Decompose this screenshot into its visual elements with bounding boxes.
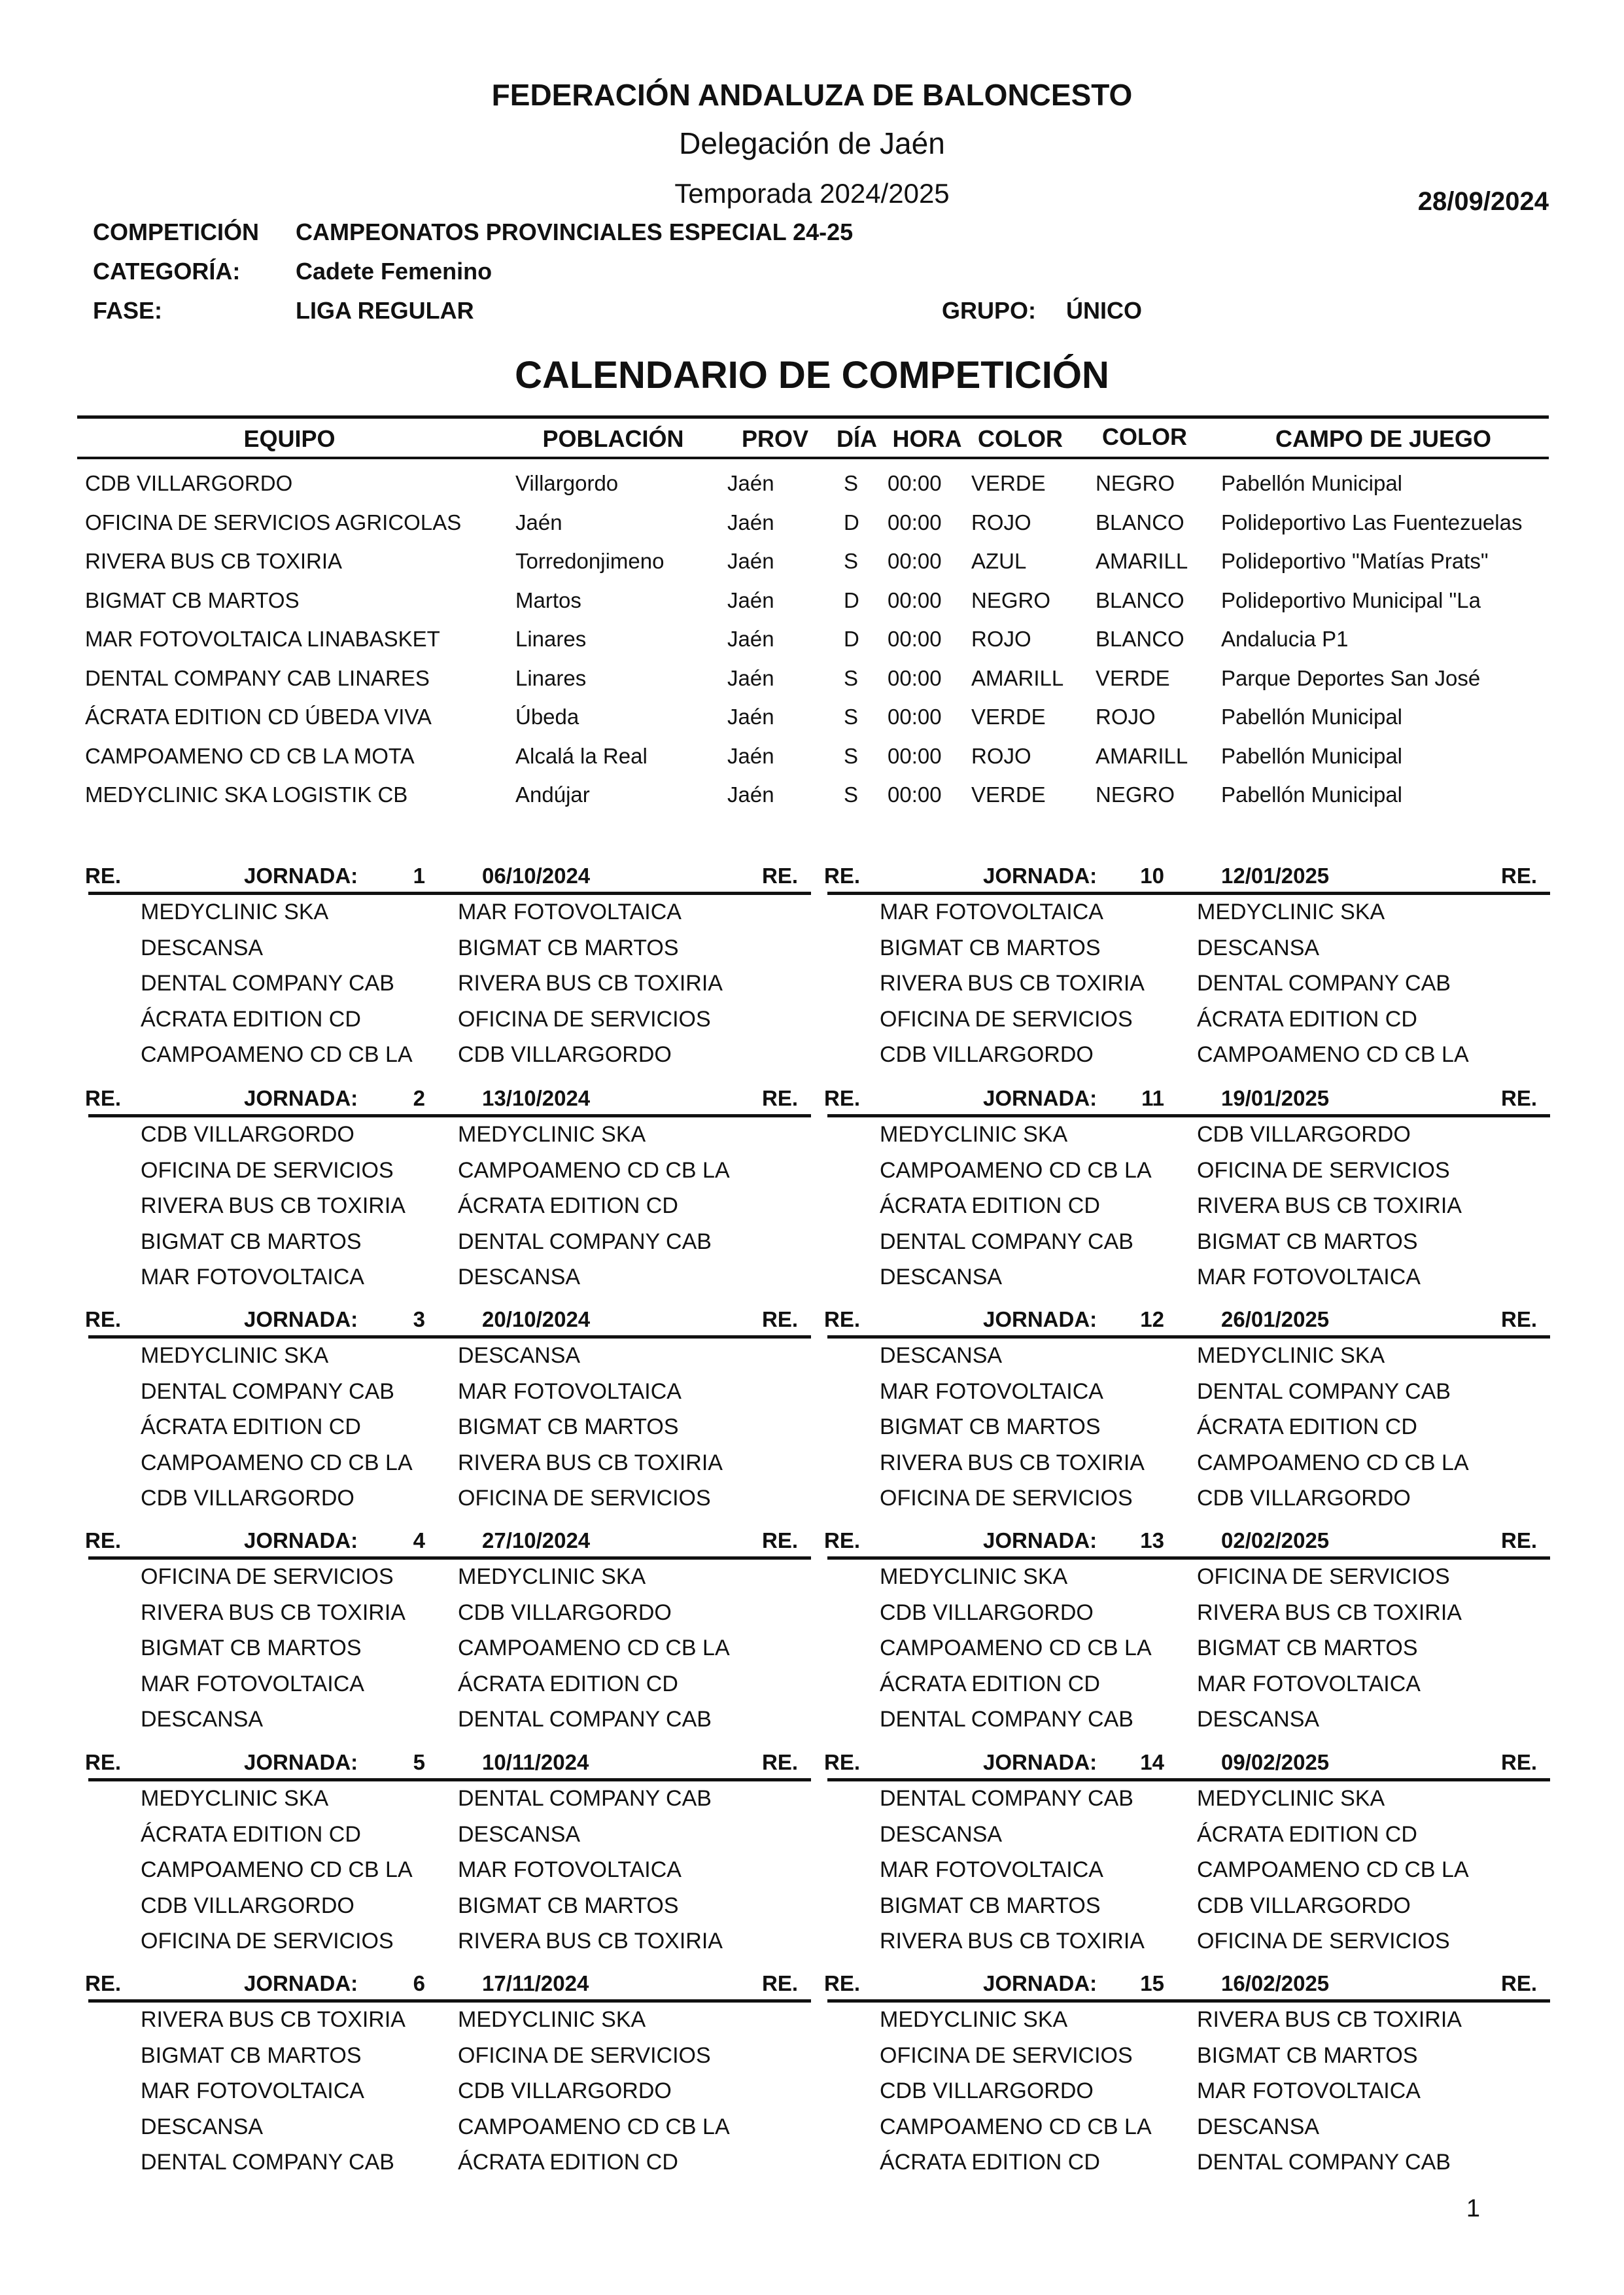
jornada-label: JORNADA: xyxy=(983,1750,1097,1774)
team-cell-prov: Jaén xyxy=(727,743,774,768)
table-header-rule xyxy=(77,457,1549,459)
team-cell-color-1: ROJO xyxy=(971,627,1031,651)
home-team: ÁCRATA EDITION CD xyxy=(880,1193,1100,1218)
jornada-date: 26/01/2025 xyxy=(1221,1307,1330,1331)
home-team: MEDYCLINIC SKA xyxy=(141,900,329,924)
away-team: CDB VILLARGORDO xyxy=(458,1600,672,1625)
away-team: CAMPOAMENO CD CB LA xyxy=(1197,1450,1469,1475)
home-team: RIVERA BUS CB TOXIRIA xyxy=(880,1929,1145,1953)
jornada-number: 12 xyxy=(1140,1307,1164,1331)
jornada-date: 12/01/2025 xyxy=(1221,864,1330,888)
away-team: DESCANSA xyxy=(1197,1707,1320,1732)
team-cell-color-2: AMARILL xyxy=(1096,549,1188,573)
jornada-rule xyxy=(827,1114,1550,1117)
home-team: CAMPOAMENO CD CB LA xyxy=(141,1042,413,1067)
away-team: MEDYCLINIC SKA xyxy=(1197,1343,1385,1368)
team-cell-prov: Jaén xyxy=(727,471,774,495)
re-label-left: RE. xyxy=(824,864,861,888)
home-team: CDB VILLARGORDO xyxy=(141,1893,354,1918)
team-cell-dia: D xyxy=(844,627,859,651)
team-cell-color-2: BLANCO xyxy=(1096,587,1184,612)
home-team: MAR FOTOVOLTAICA xyxy=(141,2078,364,2103)
jornada-number: 11 xyxy=(1141,1086,1164,1110)
jornada-rule xyxy=(827,1778,1550,1781)
away-team: DESCANSA xyxy=(458,1821,581,1847)
team-cell-equipo: RIVERA BUS CB TOXIRIA xyxy=(85,549,343,573)
away-team: BIGMAT CB MARTOS xyxy=(458,1414,679,1439)
re-label-right: RE. xyxy=(1501,1528,1538,1552)
away-team: MAR FOTOVOLTAICA xyxy=(458,900,682,924)
categoria-value: Cadete Femenino xyxy=(296,258,492,285)
jornada-label: JORNADA: xyxy=(983,1971,1097,1995)
jornada-date: 02/02/2025 xyxy=(1221,1528,1330,1552)
away-team: MAR FOTOVOLTAICA xyxy=(1197,2078,1421,2103)
jornada-date: 06/10/2024 xyxy=(482,864,591,888)
header-color-2: COLOR xyxy=(1102,423,1187,450)
jornada-label: JORNADA: xyxy=(983,864,1097,888)
team-cell-equipo: OFICINA DE SERVICIOS AGRICOLAS xyxy=(85,510,462,534)
team-cell-color-2: BLANCO xyxy=(1096,627,1184,651)
re-label-left: RE. xyxy=(85,1307,122,1331)
header-dia: DÍA xyxy=(837,425,877,452)
team-cell-dia: S xyxy=(844,705,859,729)
team-cell-color-1: ROJO xyxy=(971,510,1031,534)
away-team: CAMPOAMENO CD CB LA xyxy=(458,2114,730,2139)
team-cell-dia: S xyxy=(844,782,859,807)
away-team: RIVERA BUS CB TOXIRIA xyxy=(458,1450,723,1475)
team-cell-color-1: VERDE xyxy=(971,471,1046,495)
team-cell-dia: S xyxy=(844,743,859,768)
home-team: ÁCRATA EDITION CD xyxy=(141,1414,361,1439)
home-team: RIVERA BUS CB TOXIRIA xyxy=(141,2007,406,2032)
away-team: MEDYCLINIC SKA xyxy=(1197,900,1385,924)
home-team: ÁCRATA EDITION CD xyxy=(141,1821,361,1847)
home-team: DENTAL COMPANY CAB xyxy=(880,1786,1133,1811)
team-cell-color-1: VERDE xyxy=(971,782,1046,807)
home-team: DENTAL COMPANY CAB xyxy=(880,1707,1133,1732)
away-team: DESCANSA xyxy=(1197,2114,1320,2139)
team-cell-campo: Polideportivo Las Fuentezuelas xyxy=(1221,510,1523,534)
away-team: BIGMAT CB MARTOS xyxy=(1197,2042,1418,2068)
re-label-left: RE. xyxy=(824,1750,861,1774)
away-team: CAMPOAMENO CD CB LA xyxy=(458,1636,730,1660)
home-team: CAMPOAMENO CD CB LA xyxy=(880,1636,1152,1660)
re-label-left: RE. xyxy=(824,1307,861,1331)
team-cell-color-1: VERDE xyxy=(971,705,1046,729)
re-label-right: RE. xyxy=(1501,1750,1538,1774)
team-cell-equipo: CDB VILLARGORDO xyxy=(85,471,293,495)
home-team: ÁCRATA EDITION CD xyxy=(880,2150,1100,2175)
home-team: OFICINA DE SERVICIOS xyxy=(141,1929,394,1953)
team-cell-equipo: ÁCRATA EDITION CD ÚBEDA VIVA xyxy=(85,705,432,729)
team-cell-color-1: ROJO xyxy=(971,743,1031,768)
jornada-number: 3 xyxy=(413,1307,425,1331)
home-team: DESCANSA xyxy=(880,1265,1003,1289)
jornada-date: 20/10/2024 xyxy=(482,1307,591,1331)
home-team: MEDYCLINIC SKA xyxy=(141,1786,329,1811)
jornada-date: 10/11/2024 xyxy=(482,1750,589,1774)
home-team: MEDYCLINIC SKA xyxy=(880,1122,1068,1147)
re-label-left: RE. xyxy=(85,1971,122,1995)
away-team: CDB VILLARGORDO xyxy=(458,2078,672,2103)
header-prov: PROV xyxy=(741,425,809,452)
header-hora: HORA xyxy=(892,425,962,452)
away-team: CAMPOAMENO CD CB LA xyxy=(1197,1857,1469,1882)
jornada-number: 1 xyxy=(413,864,425,888)
team-cell-hora: 00:00 xyxy=(888,705,942,729)
away-team: RIVERA BUS CB TOXIRIA xyxy=(1197,1600,1462,1625)
team-cell-color-1: AMARILL xyxy=(971,665,1064,690)
header-poblacion: POBLACIÓN xyxy=(542,425,684,452)
jornada-date: 09/02/2025 xyxy=(1221,1750,1330,1774)
re-label-left: RE. xyxy=(85,1528,122,1552)
jornada-rule xyxy=(827,1335,1550,1339)
away-team: CDB VILLARGORDO xyxy=(1197,1893,1411,1918)
home-team: MAR FOTOVOLTAICA xyxy=(141,1265,364,1289)
away-team: CDB VILLARGORDO xyxy=(1197,1122,1411,1147)
delegation-subtitle: Delegación de Jaén xyxy=(679,126,945,160)
team-cell-color-2: ROJO xyxy=(1096,705,1156,729)
team-cell-hora: 00:00 xyxy=(888,587,942,612)
away-team: DENTAL COMPANY CAB xyxy=(458,1229,712,1254)
home-team: CAMPOAMENO CD CB LA xyxy=(880,1157,1152,1183)
jornada-label: JORNADA: xyxy=(244,1528,358,1552)
away-team: MEDYCLINIC SKA xyxy=(1197,1786,1385,1811)
home-team: CAMPOAMENO CD CB LA xyxy=(141,1857,413,1882)
re-label-right: RE. xyxy=(762,1307,799,1331)
away-team: ÁCRATA EDITION CD xyxy=(458,1671,678,1696)
team-cell-prov: Jaén xyxy=(727,665,774,690)
team-cell-color-2: VERDE xyxy=(1096,665,1170,690)
home-team: RIVERA BUS CB TOXIRIA xyxy=(141,1193,406,1218)
home-team: MAR FOTOVOLTAICA xyxy=(880,1378,1103,1404)
away-team: RIVERA BUS CB TOXIRIA xyxy=(1197,2007,1462,2032)
home-team: BIGMAT CB MARTOS xyxy=(141,2042,362,2068)
team-cell-equipo: BIGMAT CB MARTOS xyxy=(85,587,300,612)
team-cell-prov: Jaén xyxy=(727,705,774,729)
re-label-left: RE. xyxy=(85,864,122,888)
away-team: RIVERA BUS CB TOXIRIA xyxy=(458,1929,723,1953)
jornada-rule xyxy=(827,892,1550,895)
home-team: OFICINA DE SERVICIOS xyxy=(880,2042,1133,2068)
competicion-value: CAMPEONATOS PROVINCIALES ESPECIAL 24-25 xyxy=(296,219,854,245)
team-cell-campo: Pabellón Municipal xyxy=(1221,743,1403,768)
team-cell-poblacion: Villargordo xyxy=(515,471,619,495)
jornada-label: JORNADA: xyxy=(983,1086,1097,1110)
jornada-number: 6 xyxy=(413,1971,425,1995)
team-cell-prov: Jaén xyxy=(727,549,774,573)
home-team: BIGMAT CB MARTOS xyxy=(141,1636,362,1660)
away-team: MEDYCLINIC SKA xyxy=(458,1122,646,1147)
header-campo: CAMPO DE JUEGO xyxy=(1275,425,1492,452)
categoria-label: CATEGORÍA: xyxy=(93,258,241,285)
team-cell-poblacion: Andújar xyxy=(515,782,590,807)
team-cell-color-2: NEGRO xyxy=(1096,782,1175,807)
team-cell-hora: 00:00 xyxy=(888,549,942,573)
home-team: DESCANSA xyxy=(880,1343,1003,1368)
team-cell-equipo: MEDYCLINIC SKA LOGISTIK CB xyxy=(85,782,408,807)
jornada-number: 14 xyxy=(1140,1750,1164,1774)
team-cell-campo: Pabellón Municipal xyxy=(1221,471,1403,495)
away-team: CAMPOAMENO CD CB LA xyxy=(458,1157,730,1183)
home-team: MAR FOTOVOLTAICA xyxy=(880,900,1103,924)
federation-title: FEDERACIÓN ANDALUZA DE BALONCESTO xyxy=(491,78,1133,112)
home-team: BIGMAT CB MARTOS xyxy=(880,1893,1101,1918)
home-team: CDB VILLARGORDO xyxy=(880,1600,1094,1625)
team-cell-hora: 00:00 xyxy=(888,510,942,534)
home-team: DENTAL COMPANY CAB xyxy=(141,971,394,996)
home-team: DESCANSA xyxy=(141,935,264,960)
away-team: BIGMAT CB MARTOS xyxy=(458,935,679,960)
team-cell-prov: Jaén xyxy=(727,627,774,651)
header-color-1: COLOR xyxy=(978,425,1063,452)
away-team: ÁCRATA EDITION CD xyxy=(458,2150,678,2175)
jornada-label: JORNADA: xyxy=(983,1307,1097,1331)
season-label: Temporada 2024/2025 xyxy=(674,178,950,209)
home-team: DENTAL COMPANY CAB xyxy=(880,1229,1133,1254)
re-label-left: RE. xyxy=(824,1528,861,1552)
jornada-label: JORNADA: xyxy=(244,1750,358,1774)
page-number: 1 xyxy=(1466,2195,1480,2222)
re-label-right: RE. xyxy=(762,1750,799,1774)
re-label-left: RE. xyxy=(824,1086,861,1110)
home-team: CDB VILLARGORDO xyxy=(880,1042,1094,1067)
re-label-left: RE. xyxy=(824,1971,861,1995)
team-cell-dia: D xyxy=(844,587,859,612)
jornada-rule xyxy=(88,892,811,895)
home-team: CAMPOAMENO CD CB LA xyxy=(880,2114,1152,2139)
away-team: DESCANSA xyxy=(458,1265,581,1289)
re-label-right: RE. xyxy=(1501,1971,1538,1995)
team-cell-color-1: NEGRO xyxy=(971,587,1051,612)
home-team: CDB VILLARGORDO xyxy=(880,2078,1094,2103)
jornada-label: JORNADA: xyxy=(244,1086,358,1110)
jornada-number: 10 xyxy=(1140,864,1164,888)
team-cell-hora: 00:00 xyxy=(888,665,942,690)
document-date: 28/09/2024 xyxy=(1417,187,1549,216)
team-cell-poblacion: Martos xyxy=(515,587,581,612)
away-team: MAR FOTOVOLTAICA xyxy=(458,1857,682,1882)
jornada-rule xyxy=(88,1556,811,1560)
team-cell-campo: Pabellón Municipal xyxy=(1221,705,1403,729)
team-cell-hora: 00:00 xyxy=(888,627,942,651)
home-team: MEDYCLINIC SKA xyxy=(880,2007,1068,2032)
fase-label: FASE: xyxy=(93,297,163,324)
team-cell-campo: Andalucia P1 xyxy=(1221,627,1349,651)
away-team: OFICINA DE SERVICIOS xyxy=(1197,1564,1450,1589)
away-team: OFICINA DE SERVICIOS xyxy=(458,1486,711,1511)
away-team: RIVERA BUS CB TOXIRIA xyxy=(1197,1193,1462,1218)
home-team: MEDYCLINIC SKA xyxy=(880,1564,1068,1589)
team-cell-poblacion: Linares xyxy=(515,665,587,690)
jornada-number: 15 xyxy=(1140,1971,1164,1995)
jornada-number: 4 xyxy=(413,1528,425,1552)
jornada-date: 17/11/2024 xyxy=(482,1971,589,1995)
team-cell-hora: 00:00 xyxy=(888,471,942,495)
team-cell-equipo: CAMPOAMENO CD CB LA MOTA xyxy=(85,743,415,768)
home-team: ÁCRATA EDITION CD xyxy=(141,1006,361,1032)
away-team: BIGMAT CB MARTOS xyxy=(1197,1229,1418,1254)
team-cell-prov: Jaén xyxy=(727,587,774,612)
team-cell-poblacion: Linares xyxy=(515,627,587,651)
home-team: ÁCRATA EDITION CD xyxy=(880,1671,1100,1696)
jornada-rule xyxy=(827,1556,1550,1560)
away-team: MAR FOTOVOLTAICA xyxy=(1197,1671,1421,1696)
team-cell-dia: S xyxy=(844,665,859,690)
away-team: ÁCRATA EDITION CD xyxy=(1197,1006,1417,1032)
competicion-label: COMPETICIÓN xyxy=(93,219,260,245)
away-team: MEDYCLINIC SKA xyxy=(458,1564,646,1589)
home-team: MAR FOTOVOLTAICA xyxy=(141,1671,364,1696)
re-label-right: RE. xyxy=(1501,864,1538,888)
jornada-rule xyxy=(88,1778,811,1781)
home-team: BIGMAT CB MARTOS xyxy=(880,935,1101,960)
jornada-label: JORNADA: xyxy=(983,1528,1097,1552)
home-team: CDB VILLARGORDO xyxy=(141,1486,354,1511)
jornada-label: JORNADA: xyxy=(244,864,358,888)
away-team: CDB VILLARGORDO xyxy=(1197,1486,1411,1511)
home-team: DENTAL COMPANY CAB xyxy=(141,2150,394,2175)
re-label-right: RE. xyxy=(1501,1086,1538,1110)
jornada-number: 5 xyxy=(413,1750,425,1774)
home-team: BIGMAT CB MARTOS xyxy=(141,1229,362,1254)
jornada-number: 13 xyxy=(1140,1528,1164,1552)
team-cell-dia: S xyxy=(844,549,859,573)
jornada-date: 13/10/2024 xyxy=(482,1086,591,1110)
re-label-right: RE. xyxy=(1501,1307,1538,1331)
away-team: MEDYCLINIC SKA xyxy=(458,2007,646,2032)
team-cell-color-2: BLANCO xyxy=(1096,510,1184,534)
team-cell-color-1: AZUL xyxy=(971,549,1027,573)
home-team: DENTAL COMPANY CAB xyxy=(141,1378,394,1404)
jornada-date: 19/01/2025 xyxy=(1221,1086,1330,1110)
team-cell-poblacion: Torredonjimeno xyxy=(515,549,665,573)
jornada-date: 27/10/2024 xyxy=(482,1528,591,1552)
team-cell-campo: Polideportivo Municipal "La xyxy=(1221,587,1481,612)
team-cell-campo: Pabellón Municipal xyxy=(1221,782,1403,807)
header-equipo: EQUIPO xyxy=(243,425,336,452)
re-label-right: RE. xyxy=(762,1528,799,1552)
home-team: OFICINA DE SERVICIOS xyxy=(141,1157,394,1183)
team-cell-campo: Polideportivo "Matías Prats" xyxy=(1221,549,1489,573)
home-team: OFICINA DE SERVICIOS xyxy=(880,1006,1133,1032)
away-team: BIGMAT CB MARTOS xyxy=(1197,1636,1418,1660)
home-team: BIGMAT CB MARTOS xyxy=(880,1414,1101,1439)
team-cell-color-2: NEGRO xyxy=(1096,471,1175,495)
away-team: CAMPOAMENO CD CB LA xyxy=(1197,1042,1469,1067)
home-team: DESCANSA xyxy=(141,1707,264,1732)
home-team: RIVERA BUS CB TOXIRIA xyxy=(880,1450,1145,1475)
away-team: DENTAL COMPANY CAB xyxy=(1197,971,1451,996)
away-team: MAR FOTOVOLTAICA xyxy=(458,1378,682,1404)
away-team: ÁCRATA EDITION CD xyxy=(458,1193,678,1218)
away-team: OFICINA DE SERVICIOS xyxy=(458,1006,711,1032)
team-cell-poblacion: Úbeda xyxy=(515,705,579,729)
away-team: CDB VILLARGORDO xyxy=(458,1042,672,1067)
jornada-label: JORNADA: xyxy=(244,1971,358,1995)
away-team: DENTAL COMPANY CAB xyxy=(1197,2150,1451,2175)
re-label-left: RE. xyxy=(85,1750,122,1774)
re-label-right: RE. xyxy=(762,1086,799,1110)
away-team: ÁCRATA EDITION CD xyxy=(1197,1821,1417,1847)
team-cell-prov: Jaén xyxy=(727,782,774,807)
team-cell-prov: Jaén xyxy=(727,510,774,534)
re-label-right: RE. xyxy=(762,864,799,888)
home-team: MEDYCLINIC SKA xyxy=(141,1343,329,1368)
jornada-date: 16/02/2025 xyxy=(1221,1971,1330,1995)
jornada-rule xyxy=(88,1114,811,1117)
jornada-rule xyxy=(827,1999,1550,2003)
home-team: RIVERA BUS CB TOXIRIA xyxy=(141,1600,406,1625)
table-top-rule xyxy=(77,415,1549,419)
team-cell-equipo: DENTAL COMPANY CAB LINARES xyxy=(85,665,430,690)
calendar-title: CALENDARIO DE COMPETICIÓN xyxy=(515,354,1109,396)
away-team: OFICINA DE SERVICIOS xyxy=(1197,1157,1450,1183)
away-team: OFICINA DE SERVICIOS xyxy=(1197,1929,1450,1953)
home-team: CDB VILLARGORDO xyxy=(141,1122,354,1147)
team-cell-hora: 00:00 xyxy=(888,743,942,768)
away-team: BIGMAT CB MARTOS xyxy=(458,1893,679,1918)
team-cell-poblacion: Alcalá la Real xyxy=(515,743,648,768)
re-label-left: RE. xyxy=(85,1086,122,1110)
home-team: DESCANSA xyxy=(141,2114,264,2139)
away-team: DENTAL COMPANY CAB xyxy=(1197,1378,1451,1404)
home-team: OFICINA DE SERVICIOS xyxy=(141,1564,394,1589)
home-team: DESCANSA xyxy=(880,1821,1003,1847)
team-cell-equipo: MAR FOTOVOLTAICA LINABASKET xyxy=(85,627,440,651)
home-team: CAMPOAMENO CD CB LA xyxy=(141,1450,413,1475)
jornada-rule xyxy=(88,1999,811,2003)
fase-value: LIGA REGULAR xyxy=(296,297,474,324)
re-label-right: RE. xyxy=(762,1971,799,1995)
grupo-value: ÚNICO xyxy=(1066,297,1142,324)
away-team: OFICINA DE SERVICIOS xyxy=(458,2042,711,2068)
away-team: ÁCRATA EDITION CD xyxy=(1197,1414,1417,1439)
team-cell-hora: 00:00 xyxy=(888,782,942,807)
home-team: OFICINA DE SERVICIOS xyxy=(880,1486,1133,1511)
jornada-label: JORNADA: xyxy=(244,1307,358,1331)
team-cell-dia: D xyxy=(844,510,859,534)
team-cell-color-2: AMARILL xyxy=(1096,743,1188,768)
away-team: DENTAL COMPANY CAB xyxy=(458,1707,712,1732)
away-team: DESCANSA xyxy=(1197,935,1320,960)
team-cell-campo: Parque Deportes San José xyxy=(1221,665,1481,690)
away-team: DENTAL COMPANY CAB xyxy=(458,1786,712,1811)
home-team: RIVERA BUS CB TOXIRIA xyxy=(880,971,1145,996)
away-team: MAR FOTOVOLTAICA xyxy=(1197,1265,1421,1289)
home-team: MAR FOTOVOLTAICA xyxy=(880,1857,1103,1882)
jornada-number: 2 xyxy=(413,1086,425,1110)
grupo-label: GRUPO: xyxy=(942,297,1036,324)
jornada-rule xyxy=(88,1335,811,1339)
team-cell-poblacion: Jaén xyxy=(515,510,562,534)
away-team: DESCANSA xyxy=(458,1343,581,1368)
away-team: RIVERA BUS CB TOXIRIA xyxy=(458,971,723,996)
team-cell-dia: S xyxy=(844,471,859,495)
